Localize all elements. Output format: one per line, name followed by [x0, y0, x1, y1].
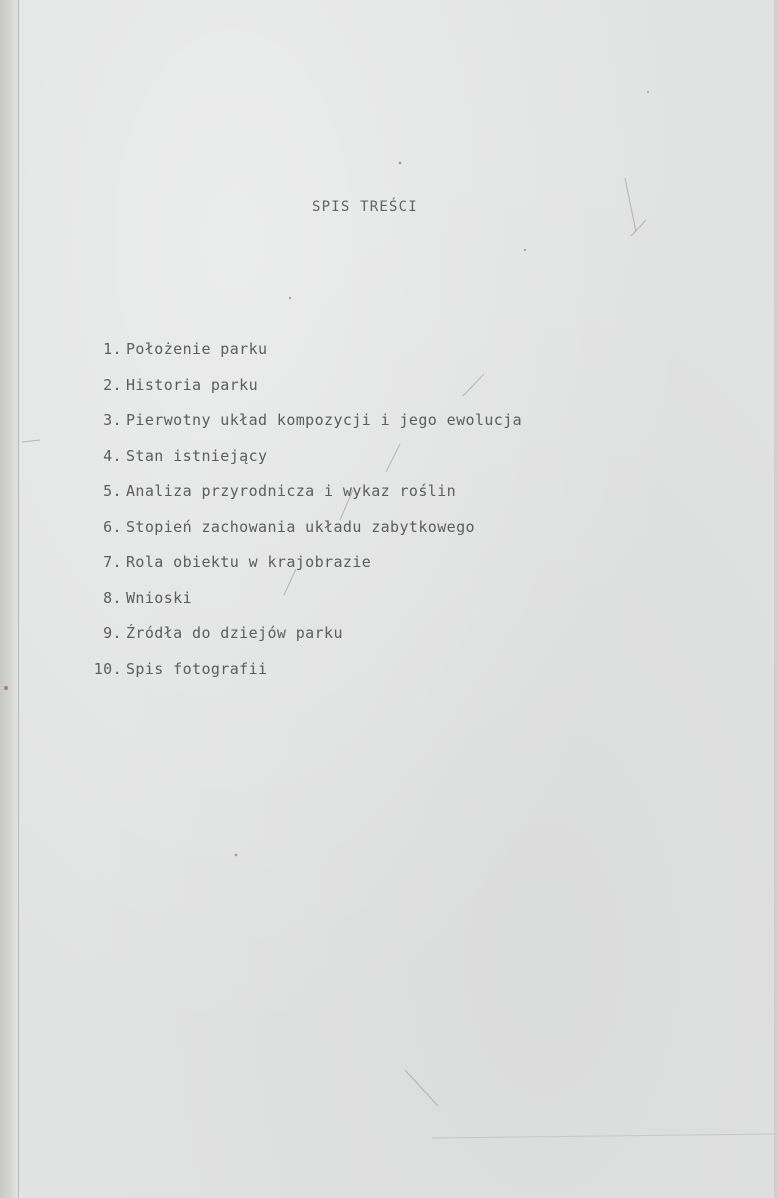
toc-item-number: 6.	[103, 517, 122, 536]
toc-item-text: Pierwotny układ kompozycji i jego ewolucja	[126, 411, 523, 429]
toc-item-number: 8.	[103, 588, 122, 607]
pencil-mark	[340, 490, 353, 520]
toc-item-text: Spis fotografii	[126, 659, 268, 678]
toc-item-number: 9.	[103, 624, 122, 642]
pencil-mark	[405, 1070, 438, 1106]
ink-speck	[235, 854, 238, 857]
pencil-mark	[386, 444, 400, 472]
pencil-mark	[284, 569, 296, 595]
toc-item-number: 10.	[93, 659, 122, 678]
page-title: SPIS TREŚCI	[312, 199, 418, 215]
toc-item-text: Źródła do dziejów parku	[126, 624, 343, 642]
toc-item-number: 3.	[103, 411, 122, 429]
toc-item-number: 1.	[103, 340, 122, 358]
ink-speck	[289, 297, 291, 299]
toc-item-number: 5.	[103, 482, 122, 500]
toc-item-text: Analiza przyrodnicza i wykaz roślin	[126, 482, 457, 500]
pencil-mark	[631, 220, 646, 236]
ink-speck	[647, 91, 649, 93]
toc-item-number: 2.	[103, 375, 122, 394]
pencil-mark	[625, 178, 636, 232]
ink-speck	[4, 686, 8, 690]
toc-item-text: Stan istniejący	[126, 446, 268, 465]
toc-item-number: 7.	[103, 553, 122, 571]
toc-item-text: Wnioski	[126, 588, 193, 607]
ink-speck	[399, 162, 402, 165]
toc-item-text: Historia parku	[126, 375, 259, 394]
toc-item-text: Stopień zachowania układu zabytkowego	[126, 517, 475, 536]
toc-item-number: 4.	[103, 446, 122, 465]
paper-fold-line	[432, 1134, 776, 1138]
ink-speck	[524, 249, 526, 251]
toc-item-text: Rola obiektu w krajobrazie	[126, 553, 372, 571]
toc-item-text: Położenie parku	[126, 340, 268, 358]
pencil-mark	[463, 374, 484, 396]
pencil-mark	[22, 440, 40, 442]
